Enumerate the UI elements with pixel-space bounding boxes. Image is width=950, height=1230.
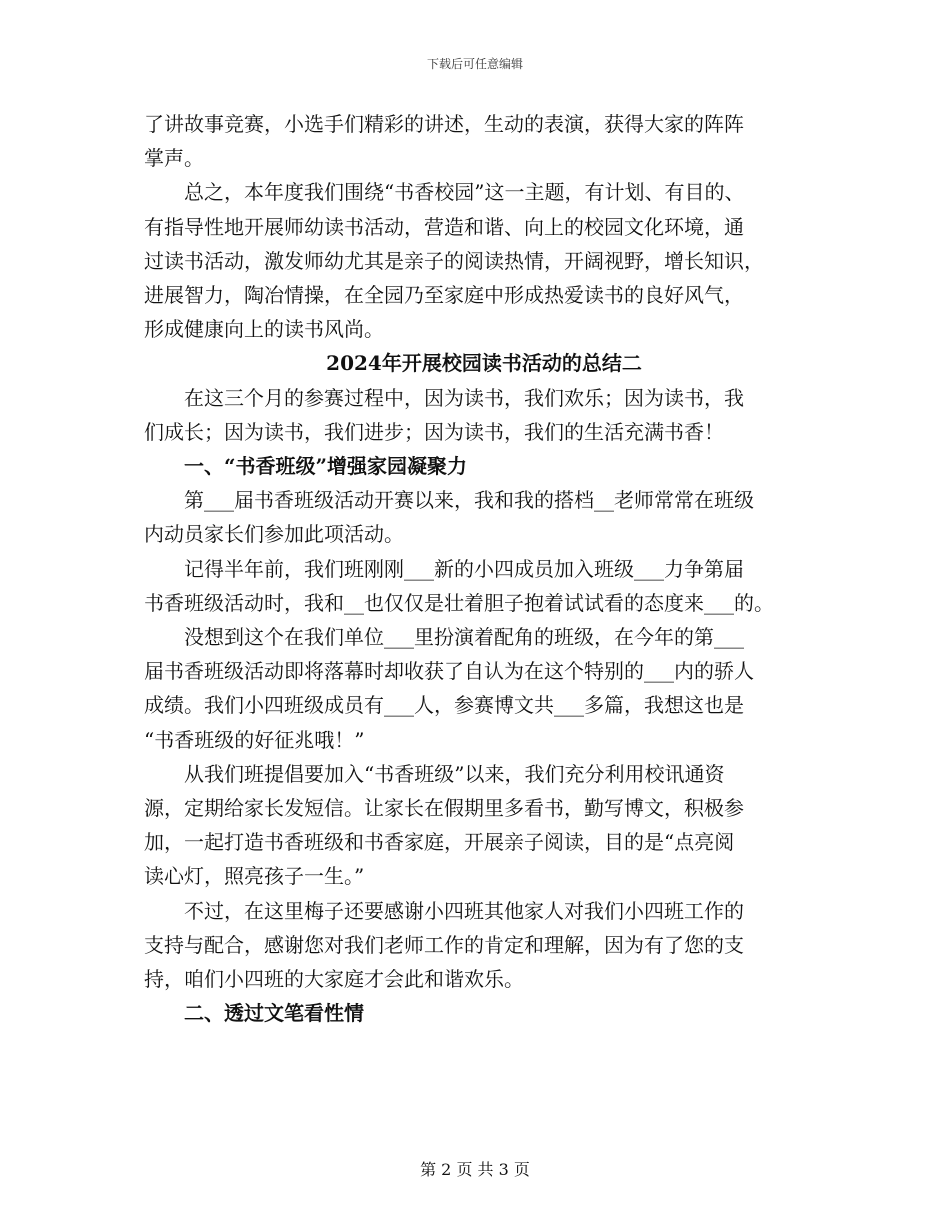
text-line: 读心灯，照亮孩子一生。”: [144, 864, 365, 889]
text-line: 加，一起打造书香班级和书香家庭，开展亲子阅读，目的是“点亮阅: [144, 830, 735, 855]
text-line: 了讲故事竞赛，小选手们精彩的讲述，生动的表演，获得大家的阵阵: [144, 112, 744, 136]
text-line: 形成健康向上的读书风尚。: [144, 317, 384, 342]
page-header: 下载后可任意编辑: [426, 57, 523, 71]
text-line: 2024年开展校园读书活动的总结二: [326, 351, 642, 376]
text-line: 内动员家长们参加此项活动。: [144, 522, 404, 547]
text-line: 记得半年前，我们班刚刚___新的小四成员加入班级___力争第届: [184, 556, 744, 581]
document-body: [144, 107, 824, 1030]
text-line: 一、“书香班级”增强家园凝聚力: [184, 454, 468, 479]
text-line: 持，咱们小四班的大家庭才会此和谐欢乐。: [144, 967, 524, 992]
text-line: 届书香班级活动即将落幕时却收获了自认为在这个特别的___内的骄人: [144, 659, 754, 684]
text-line: 成绩。我们小四班级成员有___人，参赛博文共___多篇，我想这也是: [144, 693, 744, 718]
text-line: 从我们班提倡要加入“书香班级”以来，我们充分利用校讯通资: [184, 761, 725, 786]
text-line: 总之，本年度我们围绕“书香校园”这一主题，有计划、有目的、: [184, 180, 745, 205]
text-line: 过读书活动，激发师幼尤其是亲子的阅读热情，开阔视野，增长知识，: [144, 248, 764, 273]
text-line: 有指导性地开展师幼读书活动，营造和谐、向上的校园文化环境，通: [144, 214, 744, 239]
text-line: “书香班级的好征兆哦！”: [144, 727, 365, 752]
text-line: 掌声。: [144, 146, 204, 171]
text-line: 在这三个月的参赛过程中，因为读书，我们欢乐；因为读书，我: [184, 385, 744, 410]
text-line: 二、透过文笔看性情: [184, 1001, 364, 1026]
text-line: 第___届书香班级活动开赛以来，我和我的搭档__老师常常在班级: [184, 488, 754, 513]
text-line: 不过，在这里梅子还要感谢小四班其他家人对我们小四班工作的: [184, 898, 744, 923]
page-footer: 第 2 页 共 3 页: [420, 1160, 530, 1179]
text-line: 源，定期给家长发短信。让家长在假期里多看书，勤写博文，积极参: [144, 796, 744, 821]
text-line: 没想到这个在我们单位___里扮演着配角的班级，在今年的第___: [184, 625, 744, 650]
text-line: 进展智力，陶冶情操，在全园乃至家庭中形成热爱读书的良好风气，: [144, 283, 744, 308]
text-line: 支持与配合，感谢您对我们老师工作的肯定和理解，因为有了您的支: [144, 932, 744, 957]
text-line: 书香班级活动时，我和__也仅仅是壮着胆子抱着试试看的态度来___的。: [144, 590, 774, 615]
text-line: 们成长；因为读书，我们进步；因为读书，我们的生活充满书香！: [144, 419, 724, 444]
